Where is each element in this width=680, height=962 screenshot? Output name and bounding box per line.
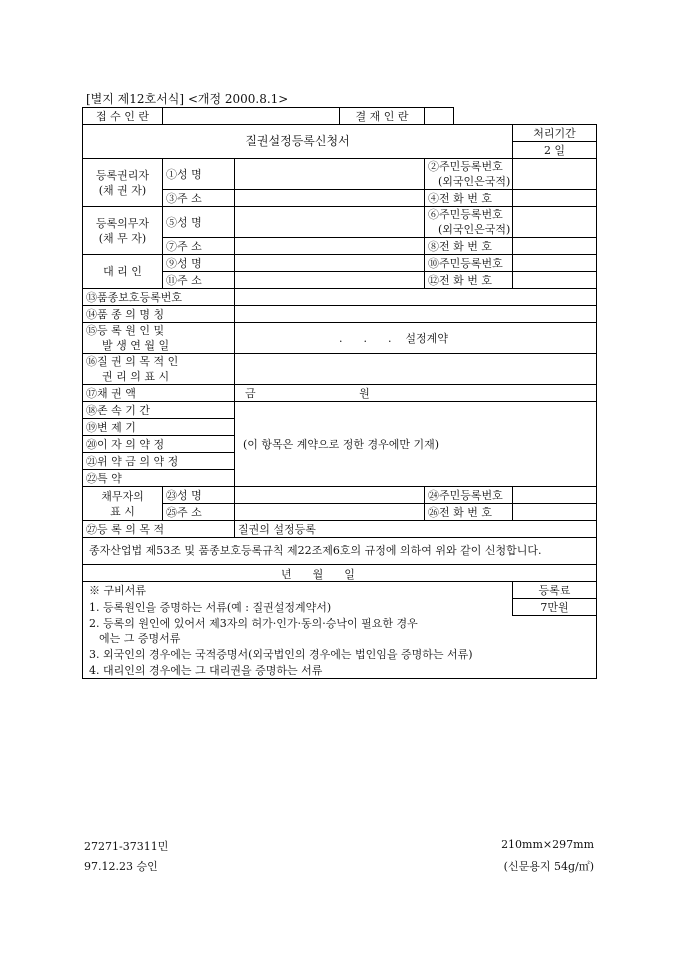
processing-period-value: 2 일: [513, 142, 597, 159]
cause-value: . . . 설정계약: [339, 331, 448, 345]
approval-field[interactable]: [425, 108, 454, 125]
receipt-label: 접 수 인 란: [83, 108, 163, 125]
agent-label: 대 리 인: [83, 255, 163, 289]
agent-phone-label: ⑫전 화 번 호: [425, 272, 513, 289]
debtor-name-field[interactable]: [235, 207, 425, 238]
doc-item-2-line1: 2. 등록의 원인에 있어서 제3자의 허가·인가·동의·승낙이 필요한 경우: [89, 617, 418, 630]
agent-reg-label: ⑩주민등록번호: [425, 255, 513, 272]
documents-title: ※ 구비서류: [83, 582, 513, 599]
debtor-name-label: ⑤성 명: [163, 207, 235, 238]
agent-addr-field[interactable]: [235, 272, 425, 289]
claim-amount-field[interactable]: [235, 385, 597, 402]
debtor-reg-field[interactable]: [513, 207, 597, 238]
debtor-label-line2: (채 무 자): [98, 231, 147, 245]
creditor-name-field[interactable]: [235, 159, 425, 190]
special-terms-label: ㉒특 약: [83, 470, 235, 487]
obligor-name-field[interactable]: [235, 487, 425, 504]
claim-amount-label: ⑰채 권 액: [83, 385, 235, 402]
right-label: [83, 354, 235, 385]
right-label-line2: 권 리 의 표 시: [102, 370, 170, 383]
obligor-addr-label: ㉕주 소: [163, 504, 235, 521]
debtor-phone-field[interactable]: [513, 238, 597, 255]
application-date: 년 월 일: [281, 568, 355, 581]
variety-name-field[interactable]: [235, 306, 597, 323]
footer-paper: (신문용지 54g/㎡): [503, 860, 594, 873]
variety-name-label: ⑭품 종 의 명 칭: [83, 306, 235, 323]
doc-item-2-line2: 에는 그 증명서류: [99, 632, 181, 645]
creditor-phone-label: ④전 화 번 호: [425, 190, 513, 207]
obligor-reg-label: ㉔주민등록번호: [425, 487, 513, 504]
agent-addr-label: ⑪주 소: [163, 272, 235, 289]
creditor-reg-label-line1: ②주민등록번호: [428, 160, 503, 173]
agent-name-field[interactable]: [235, 255, 425, 272]
footer-size: 210mm×297mm: [501, 838, 594, 851]
duration-label: ⑱존 속 기 간: [83, 402, 235, 419]
debtor-reg-label: [425, 207, 513, 238]
application-text: 종자산업법 제53조 및 품종보호등록규칙 제22조제6호의 규정에 의하여 위와 같이 신청합니다.: [83, 538, 597, 565]
debtor-label: [83, 207, 163, 255]
variety-reg-no-label: ⑬품종보호등록번호: [83, 289, 235, 306]
obligor-reg-field[interactable]: [513, 487, 597, 504]
amount-unit-label: 원: [359, 386, 370, 400]
signature-section: [83, 565, 597, 582]
processing-period-label: 처리기간: [513, 125, 597, 142]
variety-reg-no-field[interactable]: [235, 289, 597, 306]
approval-label: 결 재 인 란: [340, 108, 425, 125]
right-field[interactable]: [235, 354, 597, 385]
creditor-reg-label-line2: (외국인은국적): [438, 175, 511, 188]
creditor-name-label: ①성 명: [163, 159, 235, 190]
debtor-label-line1: 등록의무자: [95, 216, 150, 230]
agent-reg-field[interactable]: [513, 255, 597, 272]
creditor-addr-field[interactable]: [235, 190, 425, 207]
obligor-label-line2: 표 시: [110, 504, 135, 518]
receipt-field[interactable]: [163, 108, 340, 125]
obligor-phone-field[interactable]: [513, 504, 597, 521]
right-label-line1: ⑯질 권 의 목 적 인: [86, 355, 179, 368]
agent-name-label: ⑨성 명: [163, 255, 235, 272]
obligor-label: [83, 487, 163, 521]
form-header: [별지 제12호서식] <개정 2000.8.1>: [86, 92, 289, 106]
debtor-addr-label: ⑦주 소: [163, 238, 235, 255]
interest-label: ⑳이 자 의 약 정: [83, 436, 235, 453]
obligor-addr-field[interactable]: [235, 504, 425, 521]
debtor-phone-label: ⑧전 화 번 호: [425, 238, 513, 255]
agent-phone-field[interactable]: [513, 272, 597, 289]
obligor-name-label: ㉓성 명: [163, 487, 235, 504]
registration-form: [82, 107, 597, 679]
fee-label: 등록료: [513, 582, 597, 599]
doc-item-4: 4. 대리인의 경우에는 그 대리권을 증명하는 서류: [83, 662, 597, 679]
contract-note: (이 항목은 계약으로 정한 경우에만 기재): [243, 437, 440, 451]
fee-value: 7만원: [513, 599, 597, 616]
cause-field[interactable]: [235, 323, 597, 354]
creditor-label: [83, 159, 163, 207]
creditor-label-line2: (채 권 자): [98, 183, 147, 197]
creditor-phone-field[interactable]: [513, 190, 597, 207]
debtor-addr-field[interactable]: [235, 238, 425, 255]
purpose-value: 질권의 설정등록: [235, 521, 597, 538]
cause-label-line1: ⑮등 록 원 인 및: [86, 324, 165, 337]
debtor-reg-label-line1: ⑥주민등록번호: [428, 208, 503, 221]
obligor-label-line1: 채무자의: [101, 489, 144, 503]
cause-label-line2: 발 생 연 월 일: [102, 339, 170, 352]
creditor-addr-label: ③주 소: [163, 190, 235, 207]
payment-label: ⑲변 제 기: [83, 419, 235, 436]
debtor-reg-label-line2: (외국인은국적): [438, 223, 511, 236]
doc-item-2: [83, 616, 597, 647]
cause-label: [83, 323, 235, 354]
form-title: 질권설정등록신청서: [83, 125, 513, 159]
doc-item-1: 1. 등록원인을 증명하는 서류(예 : 질권설정계약서): [83, 599, 513, 616]
blank-cell: [454, 108, 597, 125]
creditor-label-line1: 등록권리자: [95, 168, 150, 182]
obligor-phone-label: ㉖전 화 번 호: [425, 504, 513, 521]
footer-code: 27271-37311민: [84, 840, 169, 853]
contract-terms-field[interactable]: [235, 402, 597, 487]
amount-currency-label: 금: [245, 386, 256, 400]
creditor-reg-field[interactable]: [513, 159, 597, 190]
footer-approval: 97.12.23 승인: [84, 860, 158, 873]
purpose-label: ㉗등 록 의 목 적: [83, 521, 235, 538]
penalty-label: ㉑위 약 금 의 약 정: [83, 453, 235, 470]
doc-item-3: 3. 외국인의 경우에는 국적증명서(외국법인의 경우에는 법인임을 증명하는 서류): [83, 646, 597, 662]
creditor-reg-label: [425, 159, 513, 190]
